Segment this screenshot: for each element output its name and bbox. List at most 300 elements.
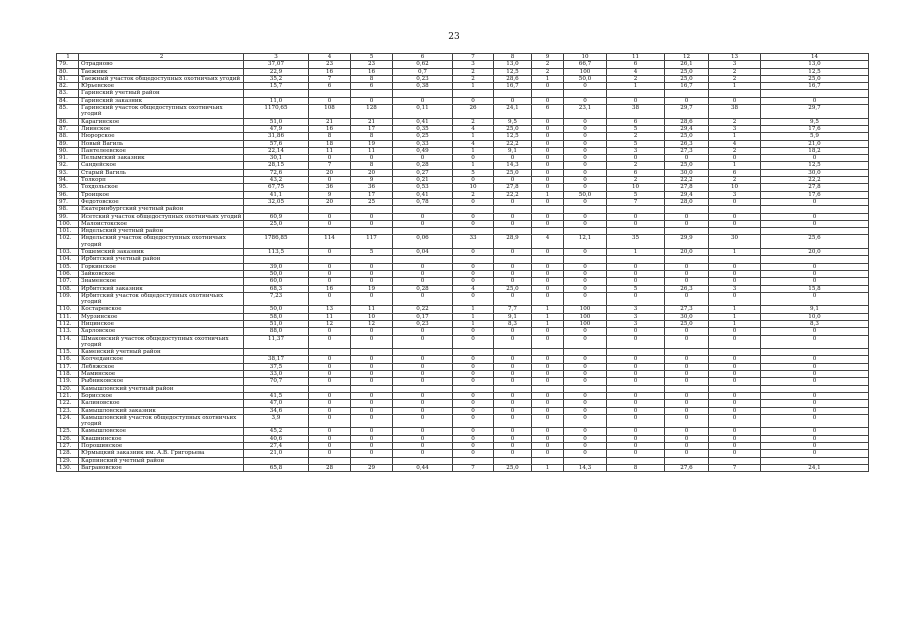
value-cell: 6 xyxy=(351,83,393,90)
empty-cell xyxy=(351,228,393,235)
name-cell: Ирбитский участок общедоступных охотничьих угодий xyxy=(79,292,244,306)
row-number-cell: 93. xyxy=(57,169,79,176)
value-cell: 25,0 xyxy=(244,220,309,227)
value-cell: 0 xyxy=(453,97,494,104)
value-cell: 0 xyxy=(351,450,393,457)
value-cell: 11,37 xyxy=(244,335,309,349)
header-cell: 9 xyxy=(532,54,564,61)
value-cell: 0 xyxy=(607,278,665,285)
value-cell: 1 xyxy=(532,306,564,313)
empty-cell xyxy=(761,349,869,356)
row-number-cell: 81. xyxy=(57,75,79,82)
value-cell: 51,0 xyxy=(244,320,309,327)
value-cell: 35,2 xyxy=(244,75,309,82)
value-cell: 17 xyxy=(351,125,393,132)
value-cell: 1 xyxy=(709,320,761,327)
value-cell: 0 xyxy=(564,133,607,140)
value-cell: 0 xyxy=(494,220,532,227)
empty-cell xyxy=(709,206,761,213)
value-cell: 0 xyxy=(564,155,607,162)
table-row xyxy=(57,328,869,335)
value-cell: 0 xyxy=(453,407,494,414)
name-cell: Малоистокское xyxy=(79,220,244,227)
page-number: 23 xyxy=(448,32,460,42)
empty-cell xyxy=(244,385,309,392)
value-cell: 0 xyxy=(564,378,607,385)
value-cell: 0 xyxy=(393,450,453,457)
value-cell: 0 xyxy=(494,443,532,450)
value-cell: 0 xyxy=(309,443,351,450)
value-cell: 0 xyxy=(607,428,665,435)
row-number-cell: 108. xyxy=(57,285,79,292)
value-cell: 31,86 xyxy=(244,133,309,140)
value-cell: 10 xyxy=(453,184,494,191)
row-number-cell: 104. xyxy=(57,256,79,263)
section-title-cell: Камышловский учетный район xyxy=(79,385,244,392)
value-cell: 0 xyxy=(494,363,532,370)
name-cell: Карагинское xyxy=(79,118,244,125)
value-cell: 0 xyxy=(709,278,761,285)
value-cell: 0 xyxy=(351,270,393,277)
value-cell: 16,7 xyxy=(665,83,709,90)
table-row xyxy=(57,407,869,414)
name-cell: Исетский участок общедоступных охотничьих угодий xyxy=(79,213,244,220)
value-cell: 0 xyxy=(761,263,869,270)
value-cell: 0 xyxy=(453,263,494,270)
header-cell: 11 xyxy=(607,54,665,61)
value-cell: 0 xyxy=(532,83,564,90)
value-cell: 25,0 xyxy=(494,285,532,292)
value-cell: 0 xyxy=(532,285,564,292)
name-cell: Ницинское xyxy=(79,320,244,327)
empty-cell xyxy=(244,457,309,464)
value-cell: 0 xyxy=(532,155,564,162)
empty-cell xyxy=(607,457,665,464)
value-cell: 21 xyxy=(309,118,351,125)
value-cell: 38 xyxy=(709,105,761,119)
value-cell: 0 xyxy=(453,328,494,335)
value-cell: 2 xyxy=(709,177,761,184)
empty-cell xyxy=(607,228,665,235)
value-cell: 0 xyxy=(665,363,709,370)
value-cell: 60,0 xyxy=(244,278,309,285)
value-cell: 0 xyxy=(607,220,665,227)
value-cell: 38,17 xyxy=(244,356,309,363)
value-cell: 2 xyxy=(532,61,564,68)
section-title-cell: Ирбитский учетный район xyxy=(79,256,244,263)
value-cell: 0 xyxy=(709,407,761,414)
value-cell: 27,3 xyxy=(665,147,709,154)
value-cell: 0 xyxy=(761,328,869,335)
row-number-cell: 102. xyxy=(57,235,79,249)
value-cell: 19 xyxy=(351,285,393,292)
value-cell: 0,11 xyxy=(393,105,453,119)
value-cell: 16 xyxy=(351,68,393,75)
empty-cell xyxy=(607,206,665,213)
value-cell: 47,0 xyxy=(244,400,309,407)
value-cell: 0 xyxy=(494,97,532,104)
empty-cell xyxy=(309,256,351,263)
value-cell: 24,1 xyxy=(761,464,869,471)
row-number-cell: 107. xyxy=(57,278,79,285)
value-cell: 0,17 xyxy=(393,313,453,320)
value-cell: 0 xyxy=(564,435,607,442)
value-cell: 100 xyxy=(564,306,607,313)
value-cell: 23 xyxy=(351,61,393,68)
table-row xyxy=(57,306,869,313)
value-cell: 0 xyxy=(564,285,607,292)
empty-cell xyxy=(709,457,761,464)
value-cell: 0 xyxy=(564,356,607,363)
value-cell: 20,0 xyxy=(761,249,869,256)
value-cell: 0 xyxy=(564,400,607,407)
value-cell: 0 xyxy=(309,450,351,457)
value-cell: 8 xyxy=(351,133,393,140)
value-cell: 3 xyxy=(453,61,494,68)
value-cell: 0 xyxy=(665,335,709,349)
value-cell: 13,0 xyxy=(494,61,532,68)
empty-cell xyxy=(564,228,607,235)
empty-cell xyxy=(564,256,607,263)
value-cell: 0 xyxy=(532,220,564,227)
value-cell: 0 xyxy=(309,177,351,184)
value-cell: 0 xyxy=(607,407,665,414)
value-cell: 0 xyxy=(351,213,393,220)
value-cell: 25,0 xyxy=(665,133,709,140)
value-cell: 0 xyxy=(532,378,564,385)
value-cell: 28,9 xyxy=(494,235,532,249)
value-cell: 0 xyxy=(709,356,761,363)
value-cell: 0 xyxy=(761,435,869,442)
value-cell: 0 xyxy=(393,435,453,442)
name-cell: Борисское xyxy=(79,392,244,399)
row-number-cell: 103. xyxy=(57,249,79,256)
value-cell: 26,3 xyxy=(665,140,709,147)
empty-cell xyxy=(709,90,761,97)
value-cell: 114 xyxy=(309,235,351,249)
table-row xyxy=(57,371,869,378)
row-number-cell: 87. xyxy=(57,125,79,132)
empty-cell xyxy=(453,457,494,464)
name-cell: Пелымский заказник xyxy=(79,155,244,162)
value-cell: 0 xyxy=(453,278,494,285)
value-cell: 0 xyxy=(453,220,494,227)
value-cell: 0 xyxy=(494,378,532,385)
value-cell: 12,5 xyxy=(494,133,532,140)
value-cell: 0 xyxy=(309,335,351,349)
value-cell: 22,14 xyxy=(244,147,309,154)
value-cell: 0 xyxy=(393,220,453,227)
value-cell: 7 xyxy=(709,464,761,471)
value-cell: 0 xyxy=(309,407,351,414)
table-row xyxy=(57,235,869,249)
empty-cell xyxy=(393,228,453,235)
value-cell: 0 xyxy=(665,263,709,270)
value-cell: 17 xyxy=(351,191,393,198)
value-cell: 0 xyxy=(564,371,607,378)
section-title-cell: Карпинский учетный район xyxy=(79,457,244,464)
value-cell: 2 xyxy=(453,191,494,198)
value-cell: 30,0 xyxy=(761,169,869,176)
table-header-row xyxy=(57,54,869,61)
data-table-container xyxy=(56,53,868,472)
value-cell: 0 xyxy=(393,213,453,220)
value-cell: 0 xyxy=(494,435,532,442)
name-cell: Мурзинское xyxy=(79,313,244,320)
table-row xyxy=(57,249,869,256)
value-cell: 1 xyxy=(709,162,761,169)
table-row xyxy=(57,184,869,191)
value-cell: 1 xyxy=(709,313,761,320)
value-cell: 3 xyxy=(607,306,665,313)
table-row xyxy=(57,61,869,68)
name-cell: Шмаковский участок общедоступных охотничьих угодий xyxy=(79,335,244,349)
table-row xyxy=(57,90,869,97)
value-cell: 0 xyxy=(494,356,532,363)
table-row xyxy=(57,335,869,349)
name-cell: Костаревское xyxy=(79,306,244,313)
value-cell: 25,0 xyxy=(761,75,869,82)
value-cell: 12,5 xyxy=(494,68,532,75)
value-cell: 0 xyxy=(564,125,607,132)
value-cell: 0 xyxy=(532,118,564,125)
value-cell: 12,1 xyxy=(564,235,607,249)
table-row xyxy=(57,457,869,464)
value-cell: 0,22 xyxy=(393,306,453,313)
value-cell: 3 xyxy=(709,191,761,198)
table-row xyxy=(57,363,869,370)
table-row xyxy=(57,385,869,392)
value-cell: 0 xyxy=(309,363,351,370)
value-cell: 0 xyxy=(494,450,532,457)
value-cell: 7,7 xyxy=(494,306,532,313)
value-cell: 0 xyxy=(309,378,351,385)
row-number-cell: 117. xyxy=(57,363,79,370)
value-cell: 0 xyxy=(351,378,393,385)
value-cell: 0 xyxy=(532,435,564,442)
table-row xyxy=(57,292,869,306)
value-cell: 0 xyxy=(607,328,665,335)
value-cell: 1 xyxy=(607,249,665,256)
table-row xyxy=(57,228,869,235)
value-cell: 0 xyxy=(564,450,607,457)
empty-cell xyxy=(453,256,494,263)
empty-cell xyxy=(607,90,665,97)
empty-cell xyxy=(244,228,309,235)
value-cell: 0 xyxy=(393,392,453,399)
value-cell: 0 xyxy=(564,147,607,154)
value-cell: 1 xyxy=(453,83,494,90)
value-cell: 0 xyxy=(665,155,709,162)
header-cell: 12 xyxy=(665,54,709,61)
value-cell: 21 xyxy=(351,118,393,125)
value-cell: 26,3 xyxy=(665,285,709,292)
value-cell: 5 xyxy=(607,191,665,198)
value-cell: 0 xyxy=(393,371,453,378)
value-cell: 0 xyxy=(494,428,532,435)
row-number-cell: 105. xyxy=(57,263,79,270)
value-cell: 10 xyxy=(351,313,393,320)
section-title-cell: Гаринский учетный район xyxy=(79,90,244,97)
empty-cell xyxy=(532,206,564,213)
value-cell: 0 xyxy=(564,392,607,399)
table-row xyxy=(57,147,869,154)
value-cell: 0 xyxy=(494,414,532,428)
row-number-cell: 89. xyxy=(57,140,79,147)
empty-cell xyxy=(564,206,607,213)
table-row xyxy=(57,220,869,227)
value-cell: 0 xyxy=(393,270,453,277)
value-cell: 0 xyxy=(665,392,709,399)
name-cell: Нюрорское xyxy=(79,133,244,140)
value-cell: 28,15 xyxy=(244,162,309,169)
value-cell: 29,7 xyxy=(761,105,869,119)
value-cell: 0 xyxy=(351,392,393,399)
value-cell: 47,9 xyxy=(244,125,309,132)
value-cell: 0 xyxy=(665,400,709,407)
row-number-cell: 109. xyxy=(57,292,79,306)
value-cell: 0 xyxy=(564,249,607,256)
empty-cell xyxy=(532,90,564,97)
empty-cell xyxy=(453,90,494,97)
empty-cell xyxy=(532,457,564,464)
value-cell: 0 xyxy=(532,278,564,285)
value-cell: 0 xyxy=(351,97,393,104)
value-cell: 1 xyxy=(532,464,564,471)
table-row xyxy=(57,206,869,213)
value-cell: 0 xyxy=(665,371,709,378)
value-cell: 0 xyxy=(453,270,494,277)
value-cell: 0 xyxy=(453,435,494,442)
value-cell: 27,4 xyxy=(244,443,309,450)
value-cell: 1786,85 xyxy=(244,235,309,249)
value-cell: 11,0 xyxy=(244,97,309,104)
value-cell: 0 xyxy=(532,263,564,270)
table-row xyxy=(57,83,869,90)
empty-cell xyxy=(351,90,393,97)
value-cell: 4 xyxy=(607,68,665,75)
value-cell: 0 xyxy=(494,198,532,205)
row-number-cell: 122. xyxy=(57,400,79,407)
value-cell: 0 xyxy=(532,414,564,428)
value-cell: 8,3 xyxy=(761,320,869,327)
value-cell: 0 xyxy=(351,400,393,407)
value-cell: 5 xyxy=(607,140,665,147)
table-row xyxy=(57,414,869,428)
value-cell: 0 xyxy=(564,140,607,147)
value-cell: 0 xyxy=(665,328,709,335)
name-cell: Отрадново xyxy=(79,61,244,68)
value-cell: 0 xyxy=(709,363,761,370)
value-cell: 0 xyxy=(709,335,761,349)
value-cell: 14,3 xyxy=(564,464,607,471)
empty-cell xyxy=(393,349,453,356)
empty-cell xyxy=(351,206,393,213)
value-cell: 5 xyxy=(351,249,393,256)
name-cell: Рыбниковское xyxy=(79,378,244,385)
value-cell: 0 xyxy=(532,328,564,335)
value-cell: 0 xyxy=(665,220,709,227)
value-cell: 1 xyxy=(709,249,761,256)
empty-cell xyxy=(532,256,564,263)
value-cell: 0 xyxy=(761,378,869,385)
name-cell: Знаменское xyxy=(79,278,244,285)
value-cell: 0,78 xyxy=(393,198,453,205)
value-cell: 0 xyxy=(761,371,869,378)
row-number-cell: 130. xyxy=(57,464,79,471)
name-cell: Пантелеевское xyxy=(79,147,244,154)
name-cell: Ваграновское xyxy=(79,464,244,471)
empty-cell xyxy=(351,349,393,356)
value-cell: 2 xyxy=(453,68,494,75)
value-cell: 0,04 xyxy=(393,249,453,256)
empty-cell xyxy=(453,349,494,356)
row-number-cell: 94. xyxy=(57,177,79,184)
value-cell: 45,2 xyxy=(244,428,309,435)
value-cell: 25,0 xyxy=(665,320,709,327)
table-row xyxy=(57,428,869,435)
value-cell: 0 xyxy=(761,198,869,205)
value-cell: 0 xyxy=(532,97,564,104)
table-row xyxy=(57,140,869,147)
empty-cell xyxy=(564,385,607,392)
value-cell: 0 xyxy=(709,428,761,435)
value-cell: 0 xyxy=(564,292,607,306)
name-cell: Сандейское xyxy=(79,162,244,169)
value-cell: 0 xyxy=(532,356,564,363)
value-cell: 0 xyxy=(393,97,453,104)
value-cell: 29 xyxy=(351,464,393,471)
value-cell: 0 xyxy=(453,292,494,306)
value-cell: 128 xyxy=(351,105,393,119)
value-cell: 0 xyxy=(351,220,393,227)
value-cell: 22,2 xyxy=(665,177,709,184)
value-cell: 0 xyxy=(607,263,665,270)
value-cell: 0 xyxy=(607,335,665,349)
value-cell: 0 xyxy=(532,443,564,450)
value-cell: 0 xyxy=(393,278,453,285)
value-cell: 12 xyxy=(351,320,393,327)
value-cell: 0 xyxy=(532,363,564,370)
name-cell: Таежник xyxy=(79,68,244,75)
value-cell: 0 xyxy=(532,335,564,349)
value-cell: 0 xyxy=(761,414,869,428)
empty-cell xyxy=(393,206,453,213)
value-cell: 25,0 xyxy=(494,169,532,176)
value-cell: 1 xyxy=(607,83,665,90)
value-cell: 9 xyxy=(309,191,351,198)
value-cell: 0 xyxy=(607,213,665,220)
empty-cell xyxy=(351,385,393,392)
table-row xyxy=(57,162,869,169)
value-cell: 0,53 xyxy=(393,184,453,191)
row-number-cell: 121. xyxy=(57,392,79,399)
row-number-cell: 113. xyxy=(57,328,79,335)
row-number-cell: 91. xyxy=(57,155,79,162)
table-row xyxy=(57,285,869,292)
value-cell: 0 xyxy=(393,356,453,363)
value-cell: 11 xyxy=(351,306,393,313)
value-cell: 0 xyxy=(351,428,393,435)
value-cell: 0 xyxy=(532,407,564,414)
value-cell: 3 xyxy=(607,313,665,320)
table-row xyxy=(57,133,869,140)
value-cell: 20,0 xyxy=(665,249,709,256)
table-row xyxy=(57,97,869,104)
value-cell: 0 xyxy=(494,213,532,220)
value-cell: 66,7 xyxy=(564,61,607,68)
value-cell: 21,0 xyxy=(761,140,869,147)
